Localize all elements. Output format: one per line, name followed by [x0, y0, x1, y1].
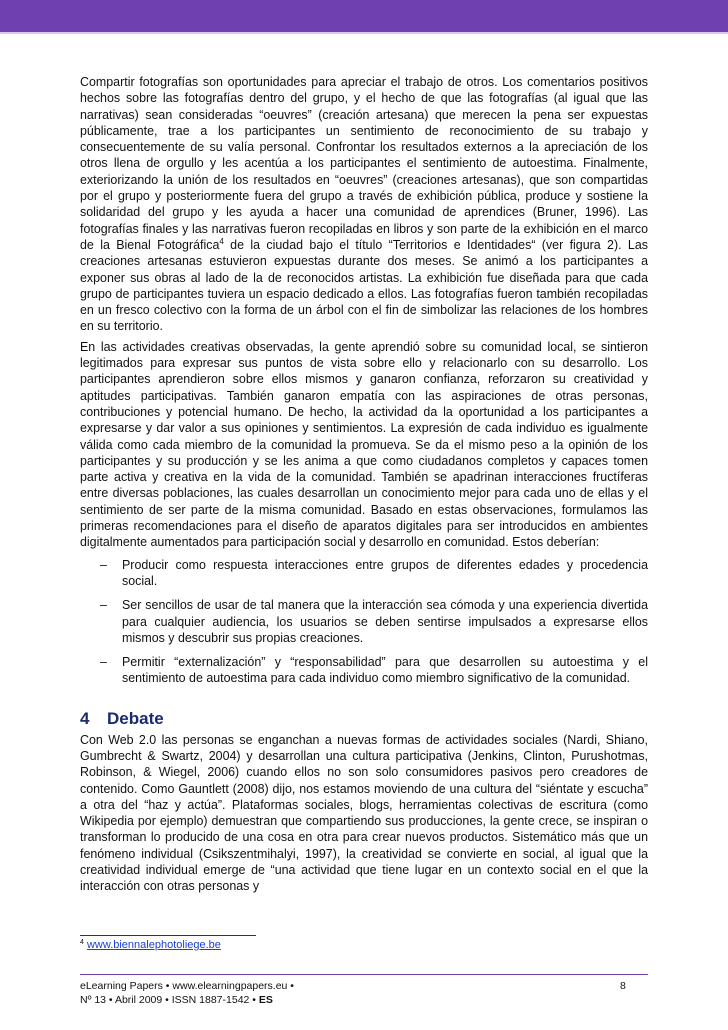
list-item [80, 654, 648, 687]
paragraph-photos-part1: Compartir fotografías son oportunidades para apreciar el trabajo de otros. Los comentarios positivos hechos sobre las fotografías dentro del grupo, y el hecho de que las fotografías (al igual que las narrativas) sean consideradas “oeuvres” (creación artesana) que merecen la pena ser expuestas públicamente, trae a los participantes un sentimiento de reconocimiento de su trabajo y consecuentemente de su valía personal. Confrontar los resultados externos a la apreciación de los otros llena de orgullo y les acentúa a los participantes el sentimiento de autoestima. Finalmente, exteriorizando la unión de los resultados en “oeuvres” (creaciones artesanas), que son compartidas por el grupo y posteriormente fuera del grupo a través de exhibición pública, produce y sostiene la solidaridad del grupo y les ayuda a hacer una comunidad de aprendices (Bruner, 1996). Las fotografías finales y las narrativas fueron recopiladas en libros y son parte de la exhibición en el marco de la Bienal Fotográfica [80, 75, 648, 252]
dash-bullet: – [100, 598, 107, 613]
footnote-divider [80, 935, 256, 936]
footnote-ref[interactable]: 4 [219, 236, 224, 246]
footnote [80, 939, 221, 952]
footnote-number: 4 [80, 939, 84, 946]
footer [80, 980, 648, 1007]
footer-issue-info: Nº 13 • Abril 2009 • ISSN 1887-1542 • [80, 993, 259, 1006]
footer-divider [80, 974, 648, 975]
footer-line-1: eLearning Papers • www.elearningpapers.eu • [80, 980, 294, 992]
list-item-text: Ser sencillos de usar de tal manera que la interacción sea cómoda y una experiencia divertida para cualquier audiencia, los usuarios se deben sentirse impulsados a expresarse ellos mismos y descubrir sus propias creaciones. [122, 598, 648, 645]
paragraph-creative-activities: En las actividades creativas observadas, la gente aprendió sobre su comunidad local, se sintieron legitimados para expresar sus puntos de vista sobre ello y relacionarlo con su desarrollo. Los participantes aprendieron sobre ellos mismos y ganaron confianza, reforzaron su creatividad y aptitudes participativas. También ganaron empatía con las aspiraciones de otras personas, contribuciones y potencial humano. De hecho, la actividad da la oportunidad a los participantes a expresarse y dar valor a sus opiniones y sentimientos. La expresión de cada individuo es igualmente válida como cada miembro de la comunidad la promueva. Se da el mismo peso a la opinión de los participantes y su producción y se les anima a que como ciudadanos completos y capaces tomen parte activa y creativa en la vida de la comunidad. También se apadrinan interacciones fructíferas entre diversas poblaciones, las cuales desarrollan un conocimiento mejor para cada uno de ellas y el sentimiento de ser parte de la misma comunidad. Basado en estas observaciones, formulamos las primeras recomendaciones para el diseño de aparatos digitales para ser introducidos en ambientes digitalmente aumentados para participación social y desarrollo en comunidad. Estos deberían: [80, 339, 648, 550]
list-item-text: Producir como respuesta interacciones entre grupos de diferentes edades y procedencia social. [122, 557, 648, 588]
list-item [80, 597, 648, 646]
section-heading [80, 709, 648, 729]
page-body [80, 74, 648, 899]
footer-line-2 [80, 994, 648, 1008]
paragraph-photos-part2: de la ciudad bajo el título “Territorios e Identidades“ (ver figura 2). Las creaciones artesanas estuvieron expuestas durante dos meses. Se animó a los participantes a exponer sus obras al lado de la de reconocidos artistas. La exhibición fue diseñada para que cada grupo de participantes tuviera un espacio dedicado a ellos. Las fotografías fueron también recopiladas en un fresco colectivo con la forma de un árbol con el fin de simbolizar las relaciones de los hombres en su territorio. [80, 237, 648, 334]
dash-bullet: – [100, 655, 107, 670]
paragraph-photos [80, 74, 648, 335]
section-title: Debate [107, 708, 164, 728]
footer-language: ES [258, 993, 273, 1006]
section-number: 4 [80, 708, 90, 728]
recommendations-list [80, 557, 648, 687]
header-bar [0, 0, 728, 32]
list-item [80, 557, 648, 590]
page-number: 8 [620, 980, 626, 992]
paragraph-debate: Con Web 2.0 las personas se enganchan a nuevas formas de actividades sociales (Nardi, Shiano, Gumbrecht & Swartz, 2004) y desarrollan una cultura participativa (Jenkins, Clinton, Purushotmas, Robinson, & Wiegel, 2006) cuando ellos no son solo consumidores pasivos pero creadores de contenido. Como Gauntlett (2008) dijo, nos estamos moviendo de una cultura del “siéntate y escucha” a otra del “haz y actúa”. Plataformas sociales, blogs, herramientas colectivas de escritura (como Wikipedia por ejemplo) demuestran que compartiendo sus producciones, la gente crece, se inspiran o transforman lo producido de una cosa en otra para crear nuevos productos. Sistemático más que un fenómeno individual (Csikszentmihalyi, 1997), la creatividad se convierte en social, al igual que la creatividad individual emerge de “una actividad que tiene lugar en un contexto social en el que la interacción con otras personas y [80, 732, 648, 894]
list-item-text: Permitir “externalización” y “responsabilidad” para que desarrollen su autoestima y el sentimiento de autoestima para cada individuo como miembro significativo de la comunidad. [122, 655, 648, 686]
dash-bullet: – [100, 557, 107, 572]
footnote-link[interactable]: www.biennalephotoliege.be [86, 939, 221, 951]
